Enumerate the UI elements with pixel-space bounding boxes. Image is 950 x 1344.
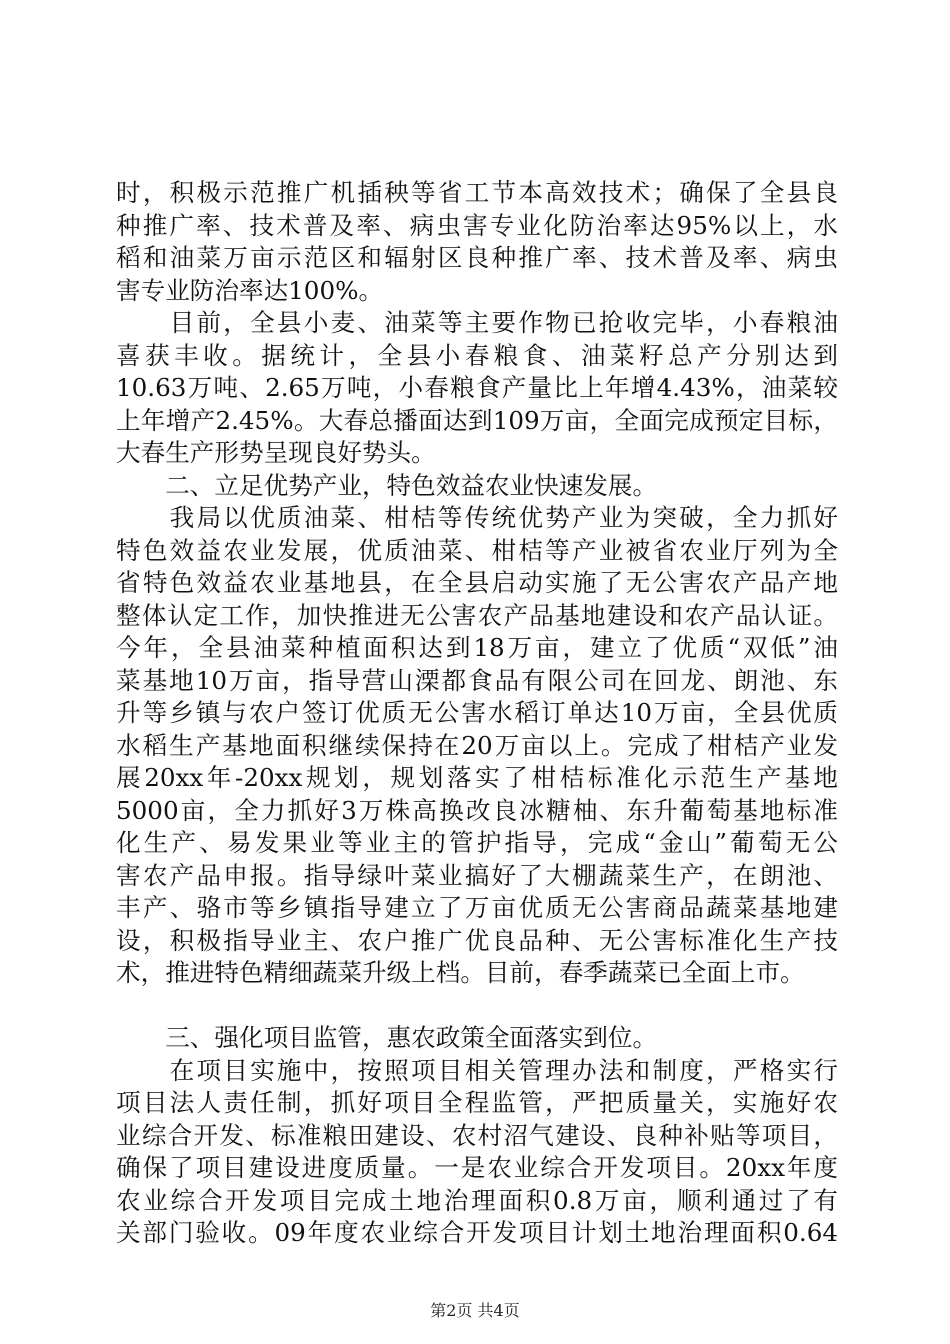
text-line: 喜获丰收。据统计，全县小春粮食、油菜籽总产分别达到 (116, 340, 838, 370)
text-line: 三、强化项目监管，惠农政策全面落实到位。 (116, 1023, 658, 1052)
paragraph-gap (116, 990, 838, 1023)
text-line: 关部门验收。09年度农业综合开发项目计划土地治理面积0.64 (116, 1218, 838, 1247)
text-line: 业综合开发、标准粮田建设、农村沼气建设、良种补贴等项目， (116, 1120, 838, 1150)
text-line: 时，积极示范推广机插秧等省工节本高效技术；确保了全县良 (116, 178, 838, 207)
text-line: 10.63万吨、2.65万吨，小春粮食产量比上年增4.43%，油菜较 (116, 373, 838, 402)
text-line: 术，推进特色精细蔬菜升级上档。目前，春季蔬菜已全面上市。 (116, 958, 805, 987)
text-line: 设，积极指导业主、农户推广优良品种、无公害标准化生产技 (116, 925, 838, 955)
text-line: 省特色效益农业基地县，在全县启动实施了无公害农产品产地 (116, 568, 838, 597)
text-line: 上年增产2.45%。大春总播面达到109万亩，全面完成预定目标， (116, 405, 838, 435)
text-line: 水稻生产基地面积继续保持在20万亩以上。完成了柑桔产业发 (116, 730, 838, 760)
text-line: 特色效益农业发展，优质油菜、柑桔等产业被省农业厅列为全 (116, 535, 838, 565)
document-body (116, 177, 838, 1250)
text-line: 菜基地10万亩，指导营山溧都食品有限公司在回龙、朗池、东 (116, 665, 838, 695)
text-line: 确保了项目建设进度质量。一是农业综合开发项目。20xx年度 (116, 1153, 838, 1182)
text-line: 害农产品申报。指导绿叶菜业搞好了大棚蔬菜生产，在朗池、 (116, 860, 838, 890)
text-line: 展20xx年-20xx规划，规划落实了柑桔标准化示范生产基地 (116, 763, 838, 792)
text-line: 大春生产形势呈现良好势头。 (116, 438, 436, 467)
text-line: 稻和油菜万亩示范区和辐射区良种推广率、技术普及率、病虫 (116, 243, 838, 272)
text-line: 在项目实施中，按照项目相关管理办法和制度，严格实行 (116, 1055, 838, 1085)
page-footer: 第2页 共4页 (430, 1301, 520, 1320)
text-line: 目前，全县小麦、油菜等主要作物已抢收完毕，小春粮油 (116, 308, 838, 337)
text-line: 农业综合开发项目完成土地治理面积0.8万亩，顺利通过了有 (116, 1185, 838, 1215)
text-line: 种推广率、技术普及率、病虫害专业化防治率达95%以上，水 (116, 210, 838, 240)
text-line: 我局以优质油菜、柑桔等传统优势产业为突破，全力抓好 (116, 503, 838, 532)
text-line: 丰产、骆市等乡镇指导建立了万亩优质无公害商品蔬菜基地建 (116, 893, 838, 922)
text-line: 化生产、易发果业等业主的管护指导，完成“金山”葡萄无公 (116, 828, 838, 857)
text-line: 5000亩，全力抓好3万株高换改良冰糖柚、东升葡萄基地标准 (116, 795, 838, 825)
text-line: 二、立足优势产业，特色效益农业快速发展。 (116, 470, 658, 500)
text-line: 升等乡镇与农户签订优质无公害水稻订单达10万亩，全县优质 (116, 698, 838, 727)
text-line: 整体认定工作，加快推进无公害农产品基地建设和农产品认证。 (116, 600, 838, 630)
text-line: 害专业防治率达100%。 (116, 275, 384, 305)
text-line: 项目法人责任制，抓好项目全程监管，严把质量关，实施好农 (116, 1088, 838, 1117)
text-line: 今年，全县油菜种植面积达到18万亩，建立了优质“双低”油 (116, 633, 838, 662)
